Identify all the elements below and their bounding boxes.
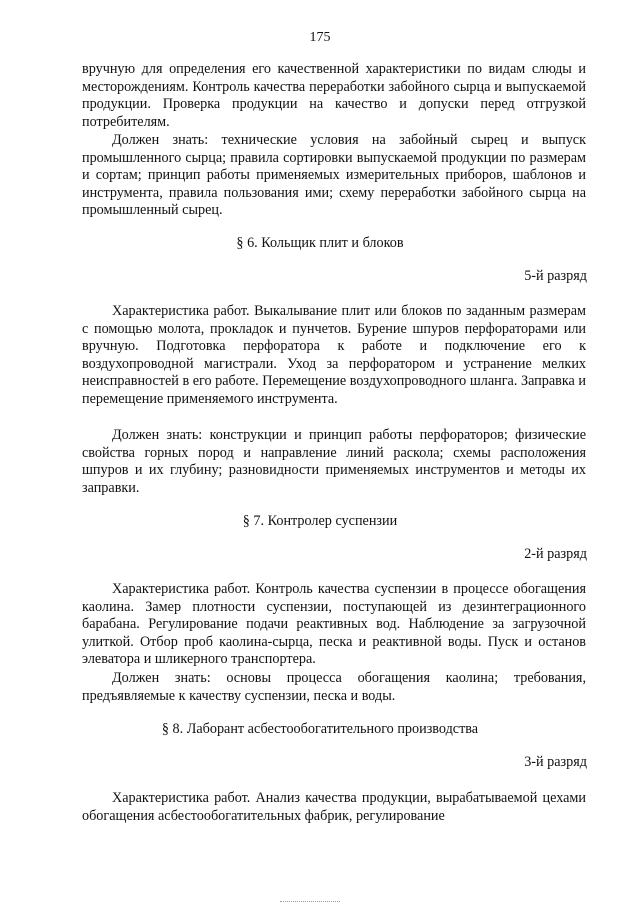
section-8-grade: 3-й разряд [524, 754, 587, 770]
section-7-grade: 2-й разряд [524, 546, 587, 562]
scan-edge-mark [280, 901, 340, 903]
section-6-knowledge: Должен знать: конструкции и принцип работы перфораторов; физические свойства горных пород и направление линий раскола; схемы расположения шпуров и их глубину; разновидности применяемых инструментов и методы их заправки. [82, 427, 586, 496]
section-6-characteristic: Характеристика работ. Выкалывание плит или блоков по заданным размерам с помощью молота, прокладок и пунчетов. Бурение шпуров перфораторами или вручную. Подготовка перфоратора к работе и подключение его к воздухопроводной магистрали. Уход за перфоратором и устранение мелких неисправностей в его работе. Перемещение воздухопроводного шланга. Заправка и перемещение применяемого инструмента. [82, 303, 586, 407]
section-6-heading: § 6. Кольщик плит и блоков [236, 235, 404, 251]
section-7-heading: § 7. Контролер суспензии [242, 513, 398, 529]
section-6-grade: 5-й разряд [524, 268, 587, 284]
section-7-knowledge: Должен знать: основы процесса обогащения каолина; требования, предъявляемые к качеству суспензии, песка и воды. [82, 670, 586, 704]
page-number: 175 [309, 30, 331, 45]
section-8-characteristic: Характеристика работ. Анализ качества продукции, вырабатываемой цехами обогащения асбестообогатительных фабрик, регулирование [82, 790, 586, 824]
section-8-heading: § 8. Лаборант асбестообогатительного производства [161, 721, 479, 737]
paragraph-knowledge-prev: Должен знать: технические условия на забойный сырец и выпуск промышленного сырца; правила сортировки выпускаемой продукции по размерам и сортам; принцип работы применяемых измерительных приборов, шаблонов и инструмента, правила пользования ими; схему переработки забойного сырца на промышленный сырец. [82, 132, 586, 219]
section-7-characteristic: Характеристика работ. Контроль качества суспензии в процессе обогащения каолина. Замер плотности суспензии, поступающей из дезинтеграционного барабана. Регулирование подачи реактивных вод. Наблюдение за загрузочной улиткой. Отбор проб каолина-сырца, песка и реактивной воды. Пуск и останов элеватора и шликерного транспортера. [82, 581, 586, 668]
paragraph-continued: вручную для определения его качественной характеристики по видам слюды и месторождениям. Контроль качества переработки забойного сырца и выпускаемой продукции. Проверка продукции на качество и допуски перед отгрузкой потребителям. [82, 61, 586, 130]
